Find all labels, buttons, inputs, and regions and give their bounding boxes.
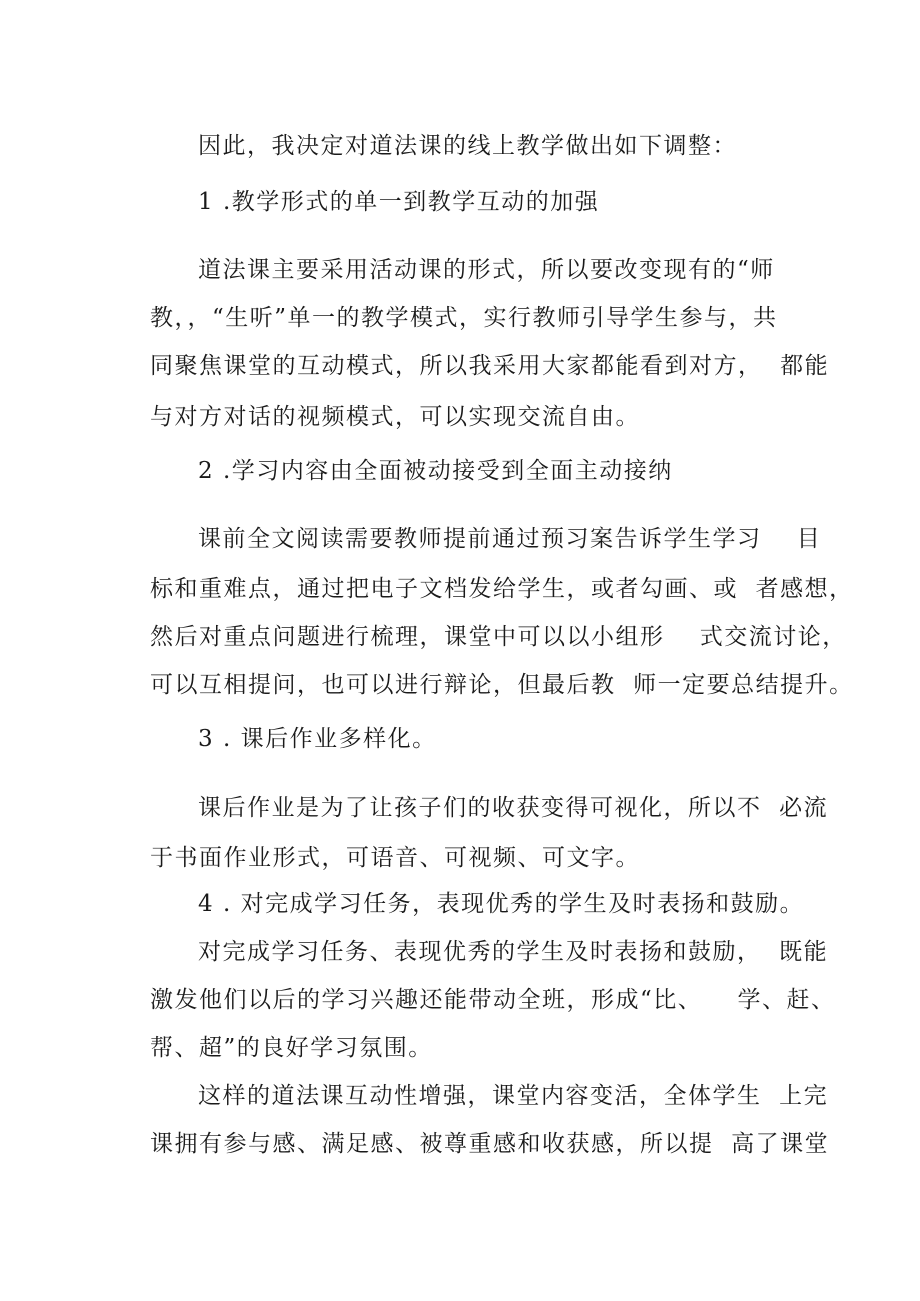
paragraph-2-line-3: 然后对重点问题进行梳理，课堂中可以以小组形 式交流讨论，: [150, 624, 847, 650]
paragraph-4-line-2: 激发他们以后的学习兴趣还能带动全班，形成“比、 学、赶、: [150, 987, 836, 1013]
paragraph-1-line-1: 道法课主要采用活动课的形式，所以要改变现有的“师: [198, 257, 775, 283]
paragraph-1-line-2: 教，，“生听”单一的教学模式，实行教师引导学生参与，共: [150, 305, 778, 331]
paragraph-4-line-1: 对完成学习任务、表现优秀的学生及时表扬和鼓励， 既能: [198, 939, 829, 965]
paragraph-1-line-3: 同聚焦课堂的互动模式，所以我采用大家都能看到对方， 都能: [150, 353, 830, 379]
paragraph-2-line-1: 课前全文阅读需要教师提前通过预习案告诉学生学习 目: [198, 526, 822, 552]
paragraph-1-line-4: 与对方对话的视频模式，可以实现交流自由。: [150, 404, 640, 430]
paragraph-intro-line: 因此，我决定对道法课的线上教学做出如下调整：: [198, 133, 737, 159]
heading-1: 1 .教学形式的单一到教学互动的加强: [198, 189, 600, 215]
paragraph-2-line-4: 可以互相提问，也可以进行辩论，但最后教 师一定要总结提升。: [150, 672, 854, 698]
paragraph-3-line-1: 课后作业是为了让孩子们的收获变得可视化，所以不 必流: [198, 795, 829, 821]
heading-4: 4 . 对完成学习任务，表现优秀的学生及时表扬和鼓励。: [198, 891, 805, 917]
heading-2: 2 .学习内容由全面被动接受到全面主动接纳: [198, 458, 673, 484]
heading-3: 3 . 课后作业多样化。: [198, 726, 437, 752]
paragraph-5-line-2: 课拥有参与感、满足感、被尊重感和收获感，所以提 高了课堂: [150, 1131, 830, 1157]
paragraph-5-line-1: 这样的道法课互动性增强，课堂内容变活，全体学生 上完: [198, 1083, 829, 1109]
paragraph-3-line-2: 于书面作业形式，可语音、可视频、可文字。: [150, 845, 640, 871]
paragraph-2-line-2: 标和重难点，通过把电子文档发给学生，或者勾画、或 者感想，: [150, 576, 854, 602]
paragraph-4-line-3: 帮、超”的良好学习氛围。: [150, 1035, 433, 1061]
